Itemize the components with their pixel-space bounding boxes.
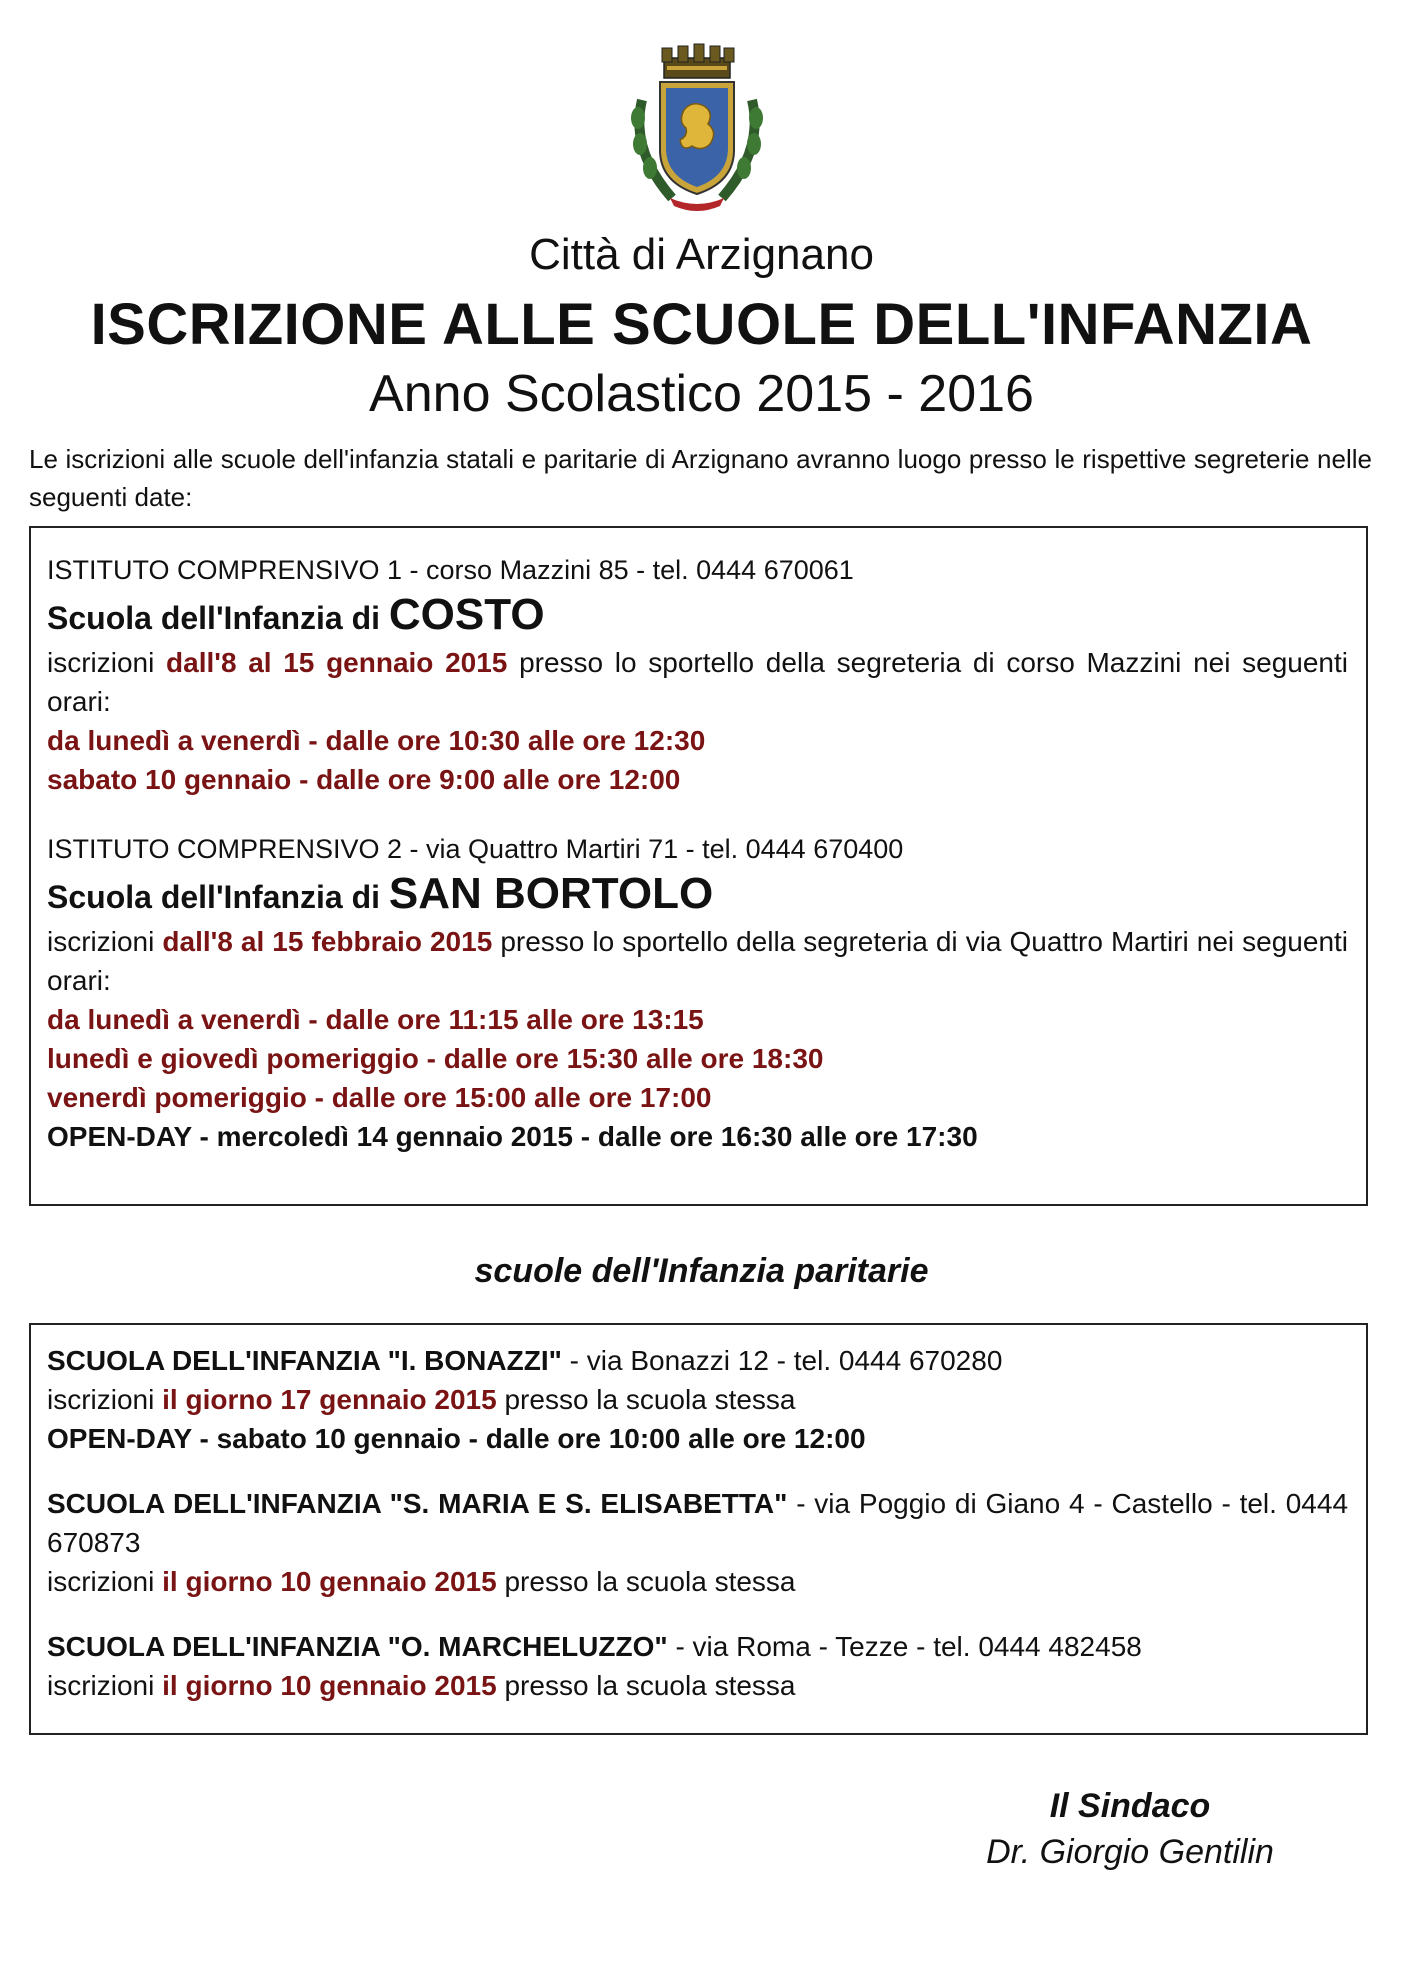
open-day: OPEN-DAY - mercoledì 14 gennaio 2015 - dalle ore 16:30 alle ore 17:30 xyxy=(47,1121,978,1152)
school-address: - via Bonazzi 12 - tel. 0444 670280 xyxy=(569,1345,1003,1376)
registration-suffix: presso la scuola stessa xyxy=(504,1384,796,1415)
registration-date: il giorno 10 gennaio 2015 xyxy=(162,1566,497,1597)
school-name: SCUOLA DELL'INFANZIA "O. MARCHELUZZO" xyxy=(47,1631,668,1662)
school-prefix: Scuola dell'Infanzia di xyxy=(47,879,380,915)
registration-info xyxy=(47,922,1348,1000)
school-entry xyxy=(47,1627,1348,1666)
registration-prefix: iscrizioni xyxy=(47,1384,155,1415)
registration-dates: dall'8 al 15 gennaio 2015 xyxy=(166,647,508,678)
city-coat-of-arms-icon xyxy=(622,40,772,212)
school-address: - via Poggio di Giano 4 - Castello - tel. 0444 670873 xyxy=(47,1488,1349,1558)
registration-suffix: presso lo sportello della segreteria di corso Mazzini nei seguenti orari: xyxy=(47,647,1348,717)
registration-prefix: iscrizioni xyxy=(47,1670,155,1701)
intro-paragraph: Le iscrizioni alle scuole dell'infanzia statali e paritarie di Arzignano avranno luogo presso le rispettive segreterie nelle seguenti date: xyxy=(29,444,1372,512)
signature-role: Il Sindaco xyxy=(1049,1787,1211,1825)
institute-info: ISTITUTO COMPRENSIVO 2 - via Quattro Martiri 71 - tel. 0444 670400 xyxy=(47,834,904,864)
state-schools-box xyxy=(29,526,1368,1206)
school-prefix: Scuola dell'Infanzia di xyxy=(47,600,380,636)
registration-suffix: presso la scuola stessa xyxy=(504,1670,796,1701)
school-year: Anno Scolastico 2015 - 2016 xyxy=(369,365,1034,423)
registration-dates: dall'8 al 15 febbraio 2015 xyxy=(162,926,493,957)
school-name: SAN BORTOLO xyxy=(388,869,714,918)
page-title: ISCRIZIONE ALLE SCUOLE DELL'INFANZIA xyxy=(90,292,1313,357)
signature-name: Dr. Giorgio Gentilin xyxy=(986,1833,1274,1871)
signature-block xyxy=(900,1783,1360,1875)
city-name: Città di Arzignano xyxy=(529,230,874,279)
school-heading xyxy=(47,590,1348,643)
school-heading xyxy=(47,869,1348,922)
opening-hours: da lunedì a venerdì - dalle ore 10:30 alle ore 12:30 xyxy=(47,725,706,756)
registration-date: il giorno 10 gennaio 2015 xyxy=(162,1670,497,1701)
school-address: - via Roma - Tezze - tel. 0444 482458 xyxy=(675,1631,1142,1662)
opening-hours: da lunedì a venerdì - dalle ore 11:15 alle ore 13:15 xyxy=(47,1004,704,1035)
institute-info: ISTITUTO COMPRENSIVO 1 - corso Mazzini 85 - tel. 0444 670061 xyxy=(47,555,854,585)
registration-info xyxy=(47,1666,1348,1705)
registration-info xyxy=(47,643,1348,721)
registration-suffix: presso lo sportello della segreteria di via Quattro Martiri nei seguenti orari: xyxy=(47,926,1349,996)
opening-hours: sabato 10 gennaio - dalle ore 9:00 alle ore 12:00 xyxy=(47,764,681,795)
private-schools-box xyxy=(29,1323,1368,1735)
registration-info xyxy=(47,1562,1348,1601)
school-name: SCUOLA DELL'INFANZIA "S. MARIA E S. ELISABETTA" xyxy=(47,1488,788,1519)
school-entry xyxy=(47,1341,1348,1380)
registration-suffix: presso la scuola stessa xyxy=(504,1566,796,1597)
registration-prefix: iscrizioni xyxy=(47,1566,155,1597)
school-name: COSTO xyxy=(388,590,545,639)
registration-prefix: iscrizioni xyxy=(47,647,155,678)
registration-date: il giorno 17 gennaio 2015 xyxy=(162,1384,497,1415)
registration-prefix: iscrizioni xyxy=(47,926,155,957)
school-entry xyxy=(47,1484,1348,1562)
opening-hours: lunedì e giovedì pomeriggio - dalle ore 15:30 alle ore 18:30 xyxy=(47,1043,824,1074)
school-name: SCUOLA DELL'INFANZIA "I. BONAZZI" xyxy=(47,1345,562,1376)
registration-info xyxy=(47,1380,1348,1419)
opening-hours: venerdì pomeriggio - dalle ore 15:00 alle ore 17:00 xyxy=(47,1082,712,1113)
open-day: OPEN-DAY - sabato 10 gennaio - dalle ore 10:00 alle ore 12:00 xyxy=(47,1423,866,1454)
paritarie-heading: scuole dell'Infanzia paritarie xyxy=(474,1252,929,1290)
